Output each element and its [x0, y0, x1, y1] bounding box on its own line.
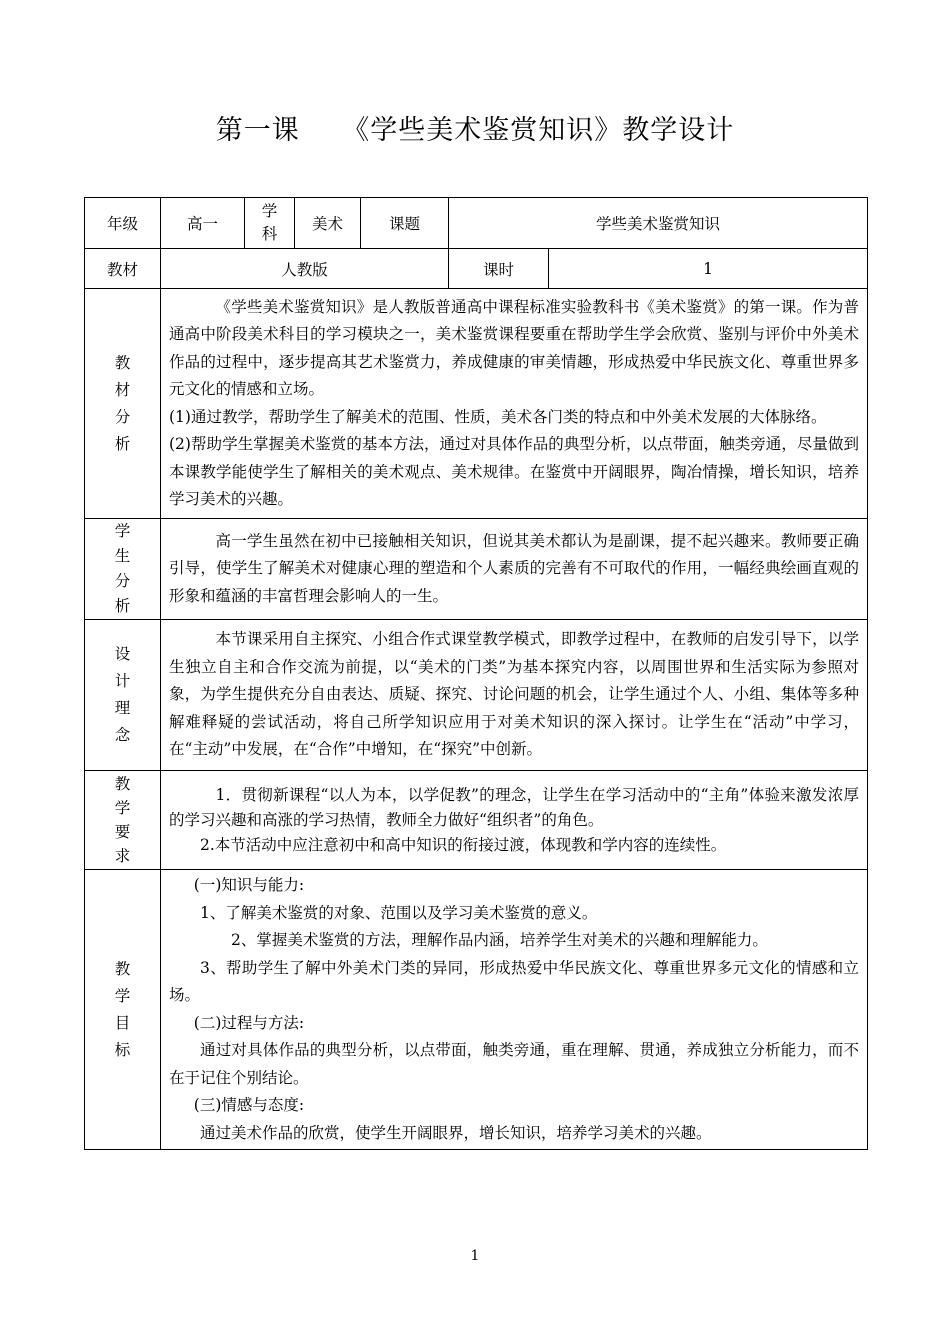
table-row-teaching-goals: [85, 870, 868, 1150]
grade-value: 高一: [161, 198, 245, 249]
material-analysis-label: 教 材 分 析: [85, 289, 161, 519]
page-number: 1: [470, 1248, 480, 1264]
requirement-item: 1．贯彻新课程“以人为本，以学促教”的理念，让学生在学习活动中的“主角”体验来激发浓厚的学习兴趣和高涨的学习热情，教师全力做好“组织者”的角色。: [169, 785, 859, 829]
table-row-student-analysis: [85, 519, 868, 620]
goal-item: 2、掌握美术鉴赏的方法，理解作品内涵，培养学生对美术的兴趣和理解能力。: [231, 931, 768, 949]
goal-text: 通过美术作品的欣赏，使学生开阔眼界，增长知识，培养学习美术的兴趣。: [200, 1123, 712, 1142]
goal-item: 3、帮助学生了解中外美术门类的异同，形成热爱中华民族文化、尊重世界多元文化的情感和立场。: [169, 958, 859, 1004]
table-row-material-analysis: [85, 289, 868, 519]
design-concept-label: 设 计 理 念: [85, 620, 161, 771]
grade-label: 年级: [85, 198, 161, 249]
lesson-plan-table: [84, 197, 868, 1150]
document-title: 第一课 《学些美术鉴赏知识》教学设计: [215, 115, 735, 146]
goal-text: 通过对具体作品的典型分析，以点带面，触类旁通，重在理解、贯通，养成独立分析能力，而不在于记住个别结论。: [169, 1041, 859, 1087]
teaching-goals-content: [161, 870, 868, 1150]
student-analysis-label: 学 生 分 析: [85, 519, 161, 620]
table-row-textbook: [85, 249, 868, 289]
goal-item: 1、了解美术鉴赏的对象、范围以及学习美术鉴赏的意义。: [200, 903, 598, 922]
hours-value: 1: [549, 249, 868, 289]
requirement-item: 2.本节活动中应注意初中和高中知识的衔接过渡，体现教和学内容的连续性。: [200, 835, 727, 854]
textbook-label: 教材: [85, 249, 161, 289]
design-concept-content: [161, 620, 868, 771]
goal-heading: (一)知识与能力:: [193, 876, 305, 894]
student-analysis-content: [161, 519, 868, 620]
textbook-value: 人教版: [161, 249, 449, 289]
teaching-requirements-content: [161, 771, 868, 870]
subject-label: [245, 198, 295, 249]
topic-label: 课题: [361, 198, 449, 249]
subject-label-char-1: 学: [261, 202, 278, 220]
student-analysis-text: 高一学生虽然在初中已接触相关知识，但说其美术都认为是副课，提不起兴趣来。教师要正确引导，使学生了解美术对健康心理的塑造和个人素质的完善有不可取代的作用，一幅经典绘画直观的形象和蕴涵的丰富哲理会影响人的一生。: [169, 531, 859, 605]
subject-label-char-2: 科: [261, 225, 278, 243]
hours-label: 课时: [449, 249, 549, 289]
table-row-design-concept: [85, 620, 868, 771]
material-analysis-paragraph: (2)帮助学生掌握美术鉴赏的基本方法，通过对具体作品的典型分析，以点带面，触类旁通，尽量做到本课教学能使学生了解相关的美术观点、美术规律。在鉴赏中开阔眼界，陶冶情操，增长知识，培养学习美术的兴趣。: [169, 435, 859, 508]
goal-heading: (三)情感与态度:: [193, 1096, 305, 1114]
teaching-requirements-label: 教 学 要 求: [85, 771, 161, 870]
teaching-goals-label: 教 学 目 标: [85, 870, 161, 1150]
material-analysis-paragraph: (1)通过教学，帮助学生了解美术的范围、性质，美术各门类的特点和中外美术发展的大体脉络。: [169, 407, 827, 426]
material-analysis-content: [161, 289, 868, 519]
topic-value: 学些美术鉴赏知识: [449, 198, 868, 249]
table-row-basic-info: [85, 198, 868, 249]
goal-heading: (二)过程与方法:: [193, 1013, 305, 1032]
material-analysis-paragraph: 《学些美术鉴赏知识》是人教版普通高中课程标准实验教科书《美术鉴赏》的第一课。作为普通高中阶段美术科目的学习模块之一，美术鉴赏课程要重在帮助学生学会欣赏、鉴别与评价中外美术作品的过程中，逐步提高其艺术鉴赏力，养成健康的审美情趣，形成热爱中华民族文化、尊重世界多元文化的情感和立场。: [169, 297, 859, 398]
table-row-teaching-requirements: [85, 771, 868, 870]
design-concept-text: 本节课采用自主探究、小组合作式课堂教学模式，即教学过程中，在教师的启发引导下，以学生独立自主和合作交流为前提，以“美术的门类”为基本探究内容，以周围世界和生活实际为参照对象，为学生提供充分自由表达、质疑、探究、讨论问题的机会，让学生通过个人、小组、集体等多种解难释疑的尝试活动，将自己所学知识应用于对美术知识的深入探讨。让学生在“活动”中学习，在“主动”中发展，在“合作”中增知，在“探究”中创新。: [169, 630, 859, 759]
subject-value: 美术: [295, 198, 361, 249]
